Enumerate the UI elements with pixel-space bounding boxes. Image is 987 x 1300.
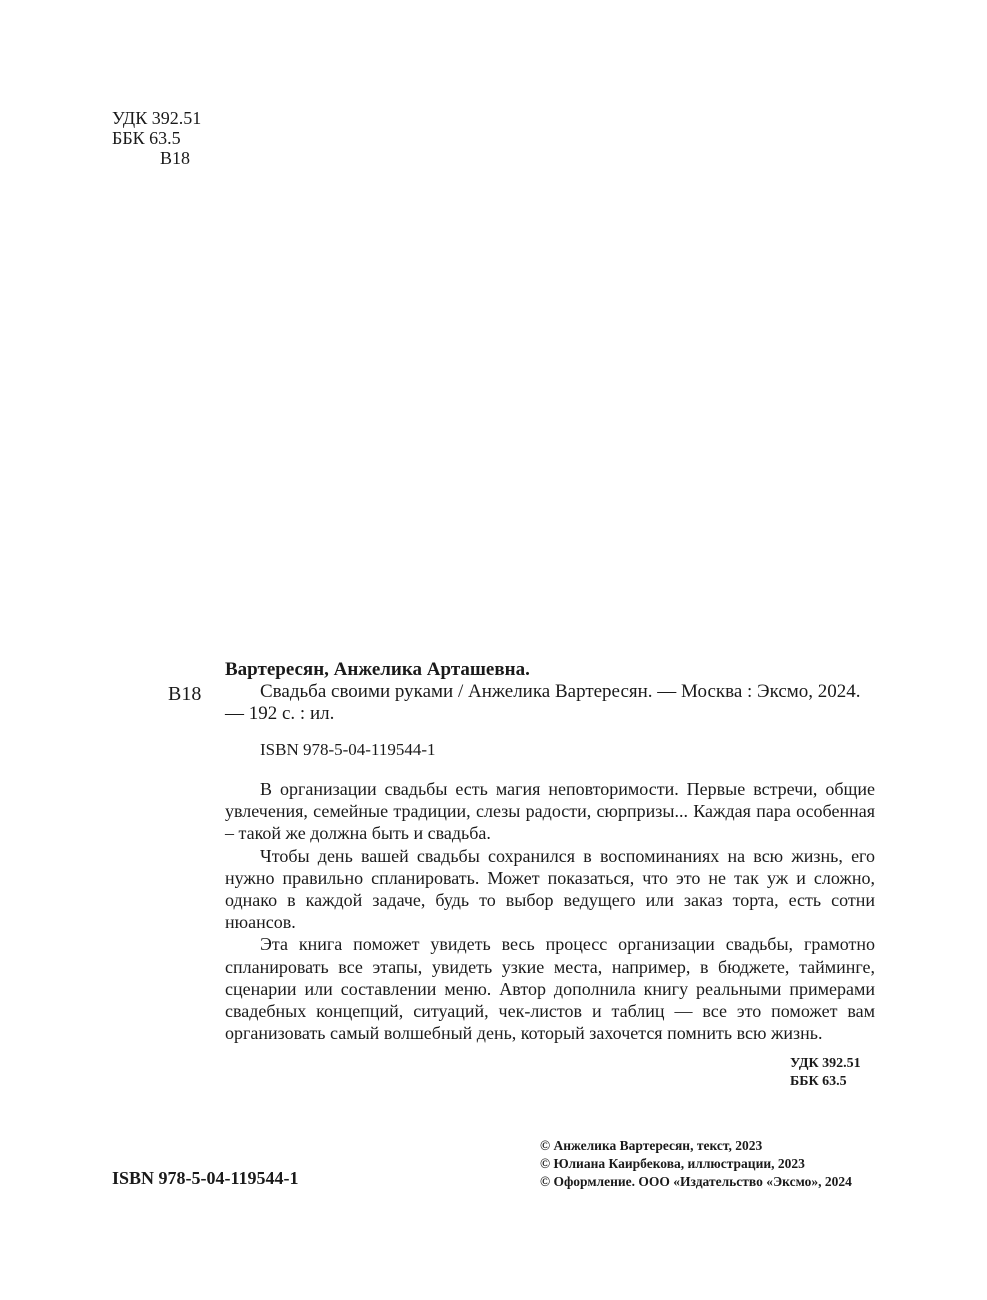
udk-code: УДК 392.51 bbox=[112, 108, 202, 128]
copyright-line: © Анжелика Вартересян, текст, 2023 bbox=[540, 1138, 763, 1153]
bbk-code: ББК 63.5 bbox=[790, 1074, 847, 1089]
author-heading: Вартересян, Анжелика Арташевна. bbox=[225, 659, 530, 680]
annotation bbox=[225, 778, 875, 1044]
annotation-paragraph: В организации свадьбы есть магия неповторимости. Первые встречи, общие увлечения, семейные традиции, слезы радости, сюрпризы... Каждая пара особенная – такой же должна быть и свадьба. bbox=[225, 779, 875, 844]
annotation-paragraph: Чтобы день вашей свадьбы сохранился в воспоминаниях на всю жизнь, его нужно правильно спланировать. Может показаться, что это не так уж и сложно, однако в каждой задаче, будь то выбор ведущего или заказ торта, есть сотни нюансов. bbox=[225, 845, 875, 933]
author-mark: В18 bbox=[160, 148, 191, 168]
classification-codes-right bbox=[790, 1055, 861, 1091]
bibliographic-record bbox=[225, 659, 875, 1044]
author-mark-left: В18 bbox=[168, 683, 202, 705]
title-statement: Свадьба своими руками / Анжелика Вартересян. — Москва : Эксмо, 2024. — 192 с. : ил. bbox=[225, 681, 861, 724]
bbk-code: ББК 63.5 bbox=[112, 128, 181, 148]
copyright-block bbox=[540, 1137, 852, 1191]
copyright-line: © Оформление. ООО «Издательство «Эксмо», 2024 bbox=[540, 1174, 852, 1189]
isbn-bottom: ISBN 978-5-04-119544-1 bbox=[112, 1168, 299, 1188]
isbn-line: ISBN 978-5-04-119544-1 bbox=[260, 740, 436, 759]
copyright-line: © Юлиана Каирбекова, иллюстрации, 2023 bbox=[540, 1156, 805, 1171]
udk-code: УДК 392.51 bbox=[790, 1056, 861, 1071]
annotation-paragraph: Эта книга поможет увидеть весь процесс организации свадьбы, грамотно спланировать все этапы, увидеть узкие места, например, в бюджете, тайминге, сценарии или составлении меню. Автор дополнила книгу реальными примерами свадебных концепций, ситуаций, чек-листов и таблиц — все это поможет вам организовать самый волшебный день, который захочется помнить всю жизнь. bbox=[225, 934, 875, 1044]
classification-codes-top bbox=[112, 108, 201, 168]
